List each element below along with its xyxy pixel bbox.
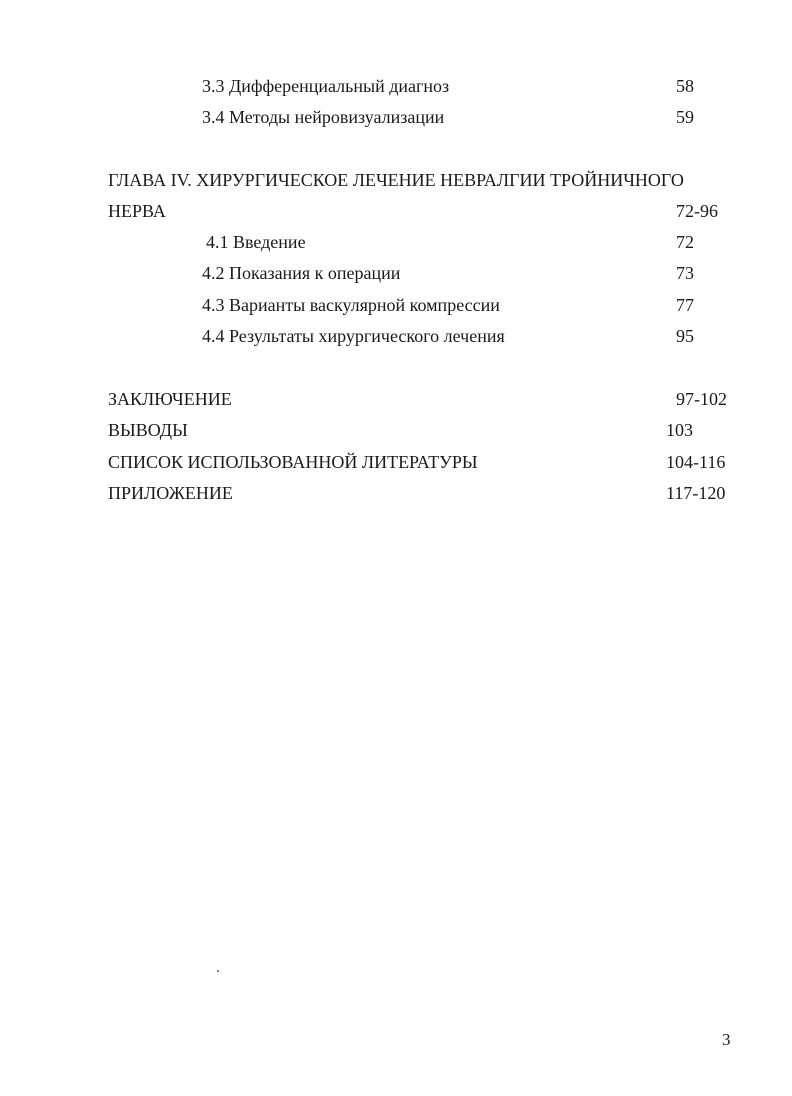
toc-page-conclusion: 97-102 <box>676 389 727 409</box>
toc-page-4-3: 77 <box>676 295 694 315</box>
page-number: 3 <box>722 1030 731 1049</box>
toc-entry-references: СПИСОК ИСПОЛЬЗОВАННОЙ ЛИТЕРАТУРЫ <box>108 452 478 472</box>
toc-entry-conclusion: ЗАКЛЮЧЕНИЕ <box>108 389 232 409</box>
toc-entry-3-3: 3.3 Дифференциальный диагноз <box>202 76 450 96</box>
toc-entry-3-4: 3.4 Методы нейровизуализации <box>202 107 445 127</box>
scan-speck <box>217 970 219 972</box>
toc-entry-4-2: 4.2 Показания к операции <box>202 263 401 283</box>
toc-page-findings: 103 <box>666 420 693 440</box>
toc-entry-findings: ВЫВОДЫ <box>108 420 188 440</box>
toc-page-4-1: 72 <box>676 232 694 252</box>
toc-page-4-4: 95 <box>676 326 694 346</box>
toc-entry-4-1: 4.1 Введение <box>206 232 306 252</box>
toc-page-3-3: 58 <box>676 76 694 96</box>
toc-page-appendix: 117-120 <box>666 483 726 503</box>
toc-entry-4-4: 4.4 Результаты хирургического лечения <box>202 326 505 346</box>
toc-page-references: 104-116 <box>666 452 726 472</box>
toc-chapter-4-title-line1: ГЛАВА IV. ХИРУРГИЧЕСКОЕ ЛЕЧЕНИЕ НЕВРАЛГИИ ТРОЙНИЧНОГО <box>108 170 684 190</box>
toc-page-3-4: 59 <box>676 107 694 127</box>
toc-entry-appendix: ПРИЛОЖЕНИЕ <box>108 483 233 503</box>
toc-page-4-2: 73 <box>676 263 694 283</box>
toc-chapter-4-pages: 72-96 <box>676 201 718 221</box>
toc-entry-4-3: 4.3 Варианты васкулярной компрессии <box>202 295 500 315</box>
toc-chapter-4-title-line2: НЕРВА <box>108 201 166 221</box>
